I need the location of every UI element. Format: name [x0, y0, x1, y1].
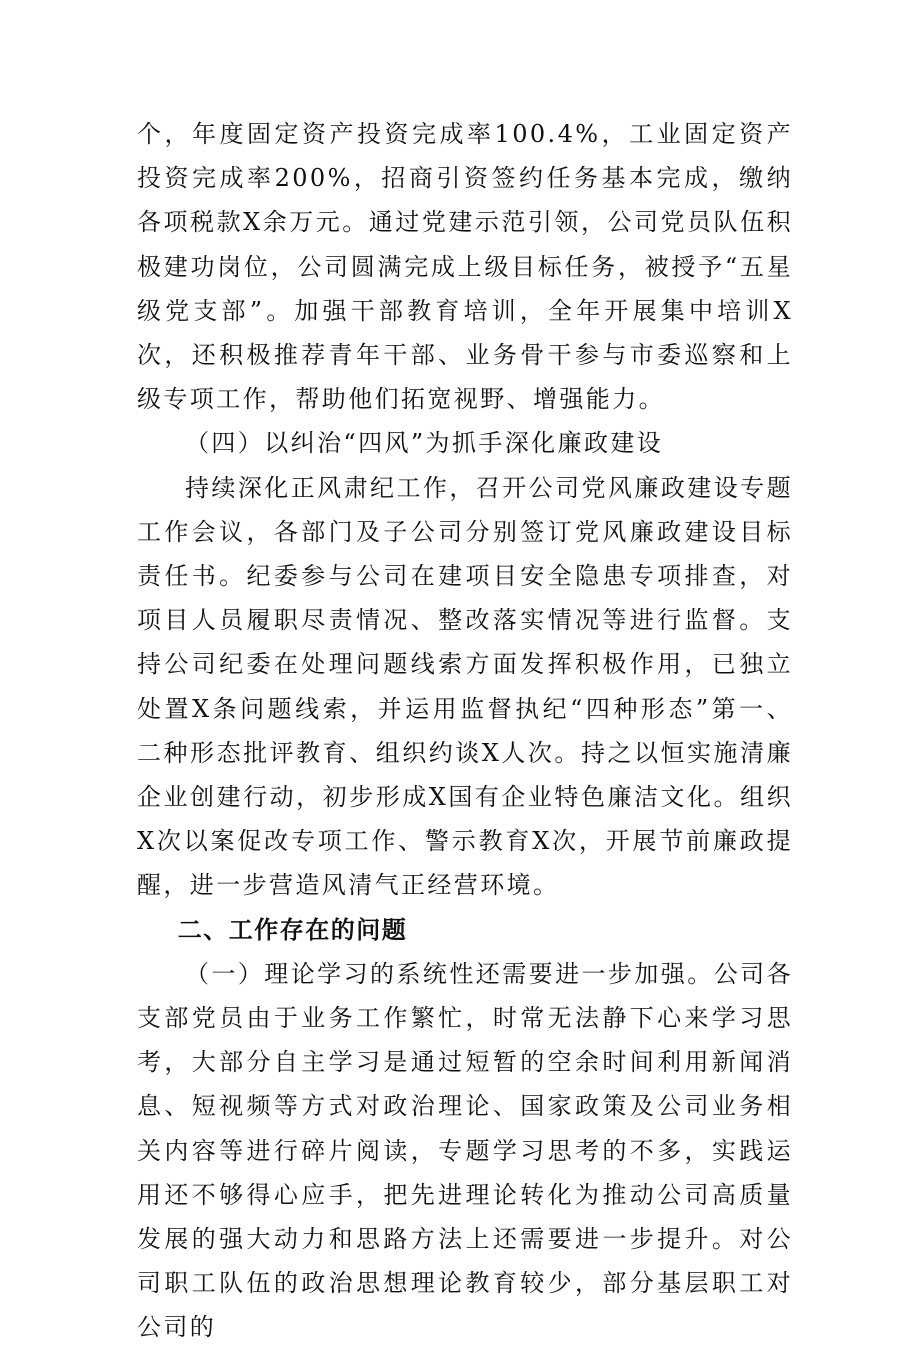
paragraph-integrity-building: 持续深化正风肃纪工作，召开公司党风廉政建设专题工作会议，各部门及子公司分别签订党风廉政建设目标责任书。纪委参与公司在建项目安全隐患专项排查，对项目人员履职尽责情况、整改落实情况等进行监督。支持公司纪委在处理问题线索方面发挥积极作用，已独立处置X条问题线索，并运用监督执纪“四种形态”第一、二种形态批评教育、组织约谈X人次。持之以恒实施清廉企业创建行动，初步形成X国有企业特色廉洁文化。组织X次以案促改专项工作、警示教育X次，开展节前廉政提醒，进一步营造风清气正经营环境。	[137, 473, 793, 900]
subheading-four: （四）以纠治“四风”为抓手深化廉政建设	[185, 429, 664, 458]
paragraph-continued: 个，年度固定资产投资完成率100.4%，工业固定资产投资完成率200%，招商引资签约任务基本完成，缴纳各项税款X余万元。通过党建示范引领，公司党员队伍积极建功岗位，公司圆满完成上级目标任务，被授予“五星级党支部”。加强干部教育培训，全年开展集中培训X次，还积极推荐青年干部、业务骨干参与市委巡察和上级专项工作，帮助他们拓宽视野、增强能力。	[137, 120, 793, 414]
section-heading-problems: 二、工作存在的问题	[177, 915, 408, 944]
paragraph-problem-one: （一）理论学习的系统性还需要进一步加强。公司各支部党员由于业务工作繁忙，时常无法静下心来学习思考，大部分自主学习是通过短暂的空余时间利用新闻消息、短视频等方式对政治理论、国家政策及公司业务相关内容等进行碎片阅读，专题学习思考的不多，实践运用还不够得心应手，把先进理论转化为推动公司高质量发展的强大动力和思路方法上还需要进一步提升。对公司职工队伍的政治思想理论教育较少，部分基层职工对公司的	[137, 959, 793, 1342]
document-body	[137, 112, 793, 1350]
